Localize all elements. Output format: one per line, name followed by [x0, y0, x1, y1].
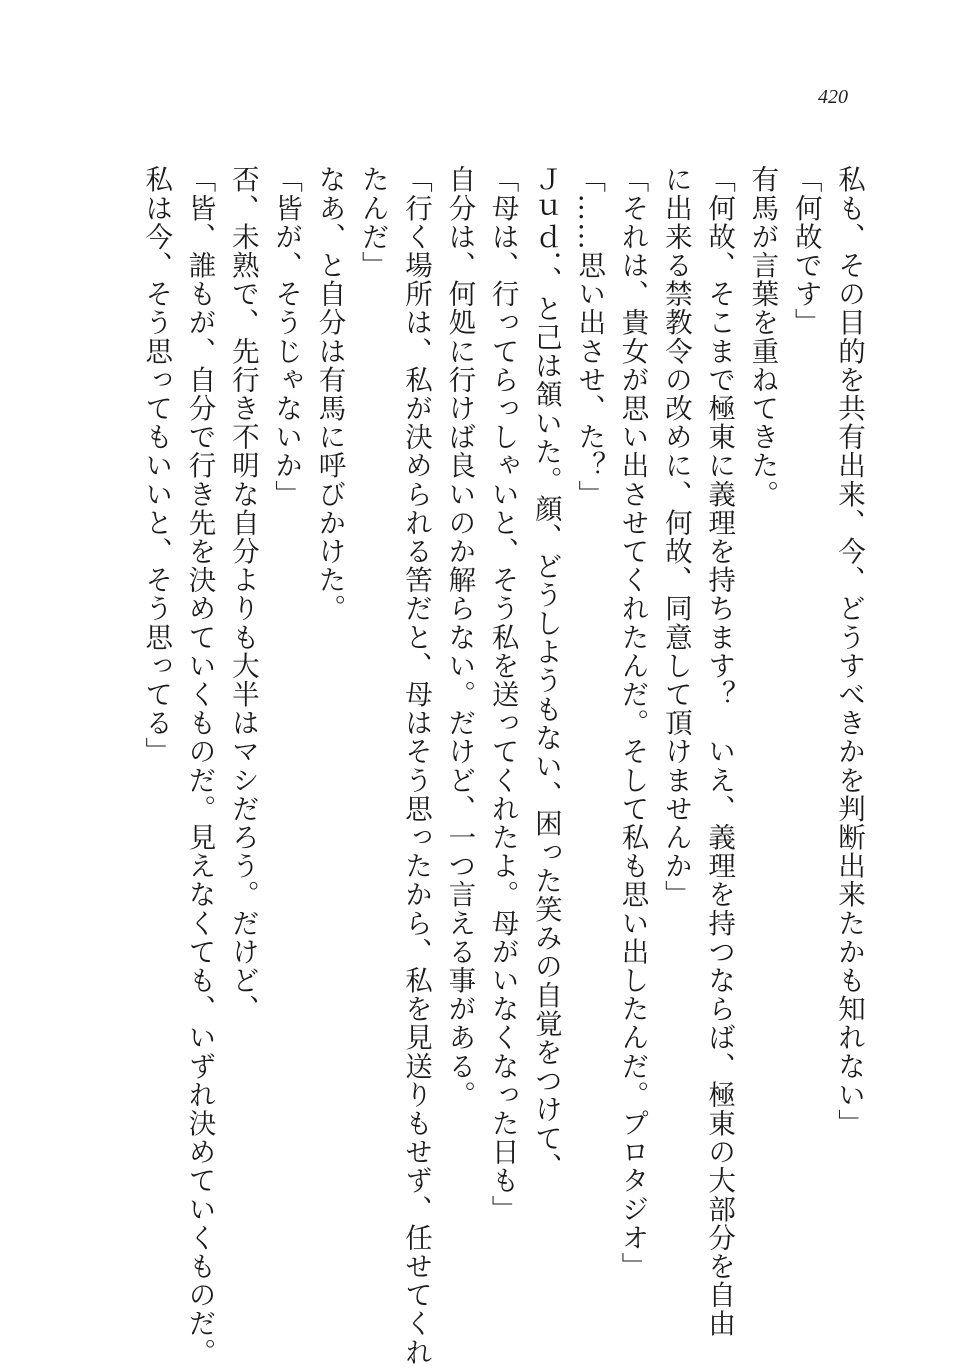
text-line: 私は今、そう思ってもいいと、そう思ってる」 [140, 165, 173, 766]
page-number: 420 [818, 86, 848, 108]
text-line: 「それは、貴女が思い出させてくれたんだ。そして私も思い出したんだ。プロタジオ」 [616, 165, 649, 1281]
text-line: Ｊｕｄ．、と己は頷いた。顔、どうしようもない、困った笑みの自覚をつけて、 [529, 165, 562, 1181]
text-line: 私も、その目的を共有出来、今、どうすべきかを判断出来たかも知れない」 [833, 165, 865, 1138]
text-line: 「皆が、そうじゃないか」 [270, 165, 303, 509]
text-line: 「行く場所は、私が決められる筈だと、母はそう思ったから、私を見送りもせず、任せてくれ [400, 165, 433, 1367]
text-line: 有馬が言葉を重ねてきた。 [746, 165, 779, 509]
text-line: 「皆、誰もが、自分で行き先を決めていくものだ。見えなくても、いずれ決めていくものだ。 [183, 165, 216, 1367]
text-line: 「……思い出させ、た？」 [573, 165, 606, 509]
text-line: 「母は、行ってらっしゃいと、そう私を送ってくれたよ。母がいなくなった日も」 [486, 165, 519, 1224]
text-line: なあ、と自分は有馬に呼びかけた。 [313, 165, 346, 623]
text-line: に出来る禁教令の改めに、何故、同意して頂けませんか」 [659, 165, 692, 909]
text-line: 「何故、そこまで極東に義理を持ちます？ いえ、義理を持つならば、極東の大部分を自由 [703, 165, 736, 1338]
vertical-text-block [134, 165, 870, 1367]
text-line: 自分は、何処に行けば良いのか解らない。だけど、一つ言える事がある。 [443, 165, 476, 1109]
text-line: 否、未熟で、先行き不明な自分よりも大半はマシだろう。だけど、 [226, 165, 259, 1023]
text-line: 「何故です」 [789, 165, 822, 337]
text-line: たんだ」 [356, 165, 389, 280]
